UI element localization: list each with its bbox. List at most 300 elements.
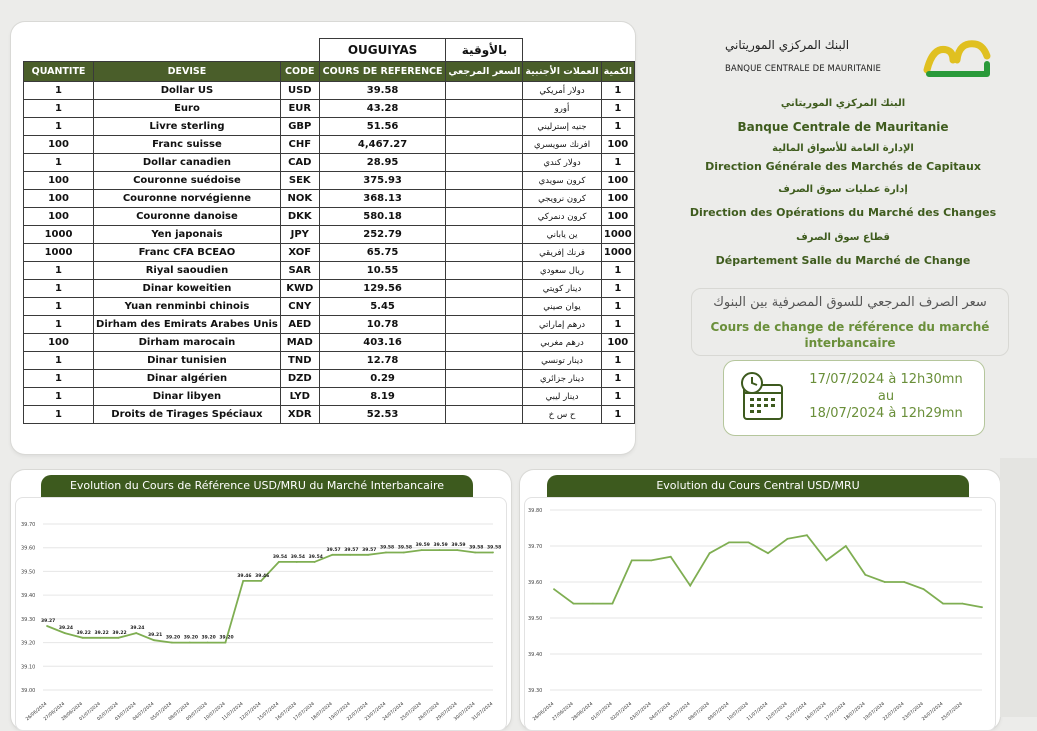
cell-code: CAD (280, 154, 319, 172)
x-tick-label: 18/07/2024 (843, 701, 867, 723)
y-tick-label: 39.40 (528, 652, 543, 658)
cell-cours-ar (446, 298, 523, 316)
table-row (24, 154, 635, 172)
data-point (864, 574, 866, 576)
x-tick-label: 04/07/2024 (132, 701, 156, 723)
cell-qty-ar: 1000 (601, 226, 634, 244)
y-tick-label: 39.50 (21, 569, 36, 576)
cell-devise: Yuan renminbi chinois (94, 298, 281, 316)
cell-qty-ar: 1 (601, 370, 634, 388)
cours-title-ar: سعر الصرف المرجعي للسوق المصرفية بين البنوك (713, 295, 987, 310)
x-tick-label: 26/06/2024 (532, 701, 556, 723)
y-tick-label: 39.30 (528, 688, 543, 694)
cell-cours-ar (446, 226, 523, 244)
data-point (278, 561, 280, 563)
data-label: 39.20 (165, 635, 181, 641)
data-label: 39.27 (41, 618, 56, 624)
x-tick-label: 31/07/2024 (471, 701, 495, 723)
data-point (314, 561, 316, 563)
cell-devise-ar: دولار أمريكي (523, 82, 601, 100)
chart2-svg (520, 470, 1000, 730)
cell-devise-ar: ح س خ (523, 406, 601, 424)
data-point (845, 545, 847, 547)
data-point (456, 549, 458, 551)
data-point (100, 637, 102, 639)
y-tick-label: 39.70 (21, 522, 36, 528)
x-tick-label: 29/07/2024 (435, 701, 459, 723)
table-row (24, 280, 635, 298)
table-row (24, 190, 635, 208)
cell-code: SEK (280, 172, 319, 190)
cell-cours-ar (446, 190, 523, 208)
data-point (332, 554, 334, 556)
col-qty-ar: الكمية (601, 62, 634, 82)
cell-cours: 252.79 (319, 226, 446, 244)
data-point (385, 552, 387, 554)
cell-devise-ar: دينار تونسي (523, 352, 601, 370)
data-point (171, 642, 173, 644)
data-label: 39.57 (362, 547, 377, 553)
data-point (709, 552, 711, 554)
logo-name-ar: البنك المركزي الموريتاني (725, 38, 850, 52)
table-row (24, 316, 635, 334)
data-point (650, 560, 652, 562)
x-tick-label: 02/07/2024 (610, 701, 634, 723)
cell-quantite: 1 (24, 388, 94, 406)
cell-quantite: 1 (24, 370, 94, 388)
cell-quantite: 1 (24, 280, 94, 298)
logo-name-fr: BANQUE CENTRALE DE MAURITANIE (725, 64, 881, 74)
x-tick-label: 30/07/2024 (453, 701, 477, 723)
cell-cours-ar (446, 388, 523, 406)
cell-quantite: 1 (24, 100, 94, 118)
rates-table-panel (11, 22, 635, 454)
data-point (260, 580, 262, 582)
bank-logo (723, 36, 993, 86)
cours-title-box (691, 288, 1009, 356)
x-tick-label: 11/07/2024 (746, 701, 770, 723)
currency-label-ar: بالأوقية (446, 39, 523, 62)
cell-devise-ar: كرون سويدي (523, 172, 601, 190)
y-tick-label: 39.00 (21, 688, 36, 694)
data-point (46, 625, 48, 627)
data-point (367, 554, 369, 556)
data-point (884, 581, 886, 583)
y-tick-label: 39.80 (528, 508, 543, 514)
x-tick-label: 11/07/2024 (221, 701, 245, 723)
cell-cours: 12.78 (319, 352, 446, 370)
cell-devise: Couronne suédoise (94, 172, 281, 190)
cell-devise: Dinar koweitien (94, 280, 281, 298)
data-point (403, 552, 405, 554)
col-code: CODE (280, 62, 319, 82)
x-tick-label: 25/07/2024 (940, 701, 964, 723)
x-tick-label: 05/07/2024 (150, 701, 174, 723)
cell-quantite: 100 (24, 334, 94, 352)
cell-code: GBP (280, 118, 319, 136)
data-point (64, 632, 66, 634)
x-tick-label: 03/07/2024 (114, 701, 138, 723)
cell-quantite: 1000 (24, 226, 94, 244)
cell-qty-ar: 1 (601, 262, 634, 280)
cell-cours-ar (446, 352, 523, 370)
x-tick-label: 25/07/2024 (399, 701, 423, 723)
x-tick-label: 02/07/2024 (96, 701, 120, 723)
x-tick-label: 23/07/2024 (901, 701, 925, 723)
cell-cours-ar (446, 100, 523, 118)
data-point (573, 603, 575, 605)
cell-quantite: 1 (24, 118, 94, 136)
x-tick-label: 16/07/2024 (804, 701, 828, 723)
data-point (611, 603, 613, 605)
cell-devise: Riyal saoudien (94, 262, 281, 280)
cell-qty-ar: 1 (601, 298, 634, 316)
data-label: 39.59 (415, 543, 430, 549)
cell-devise: Dirham des Emirats Arabes Unis (94, 316, 281, 334)
table-row (24, 406, 635, 424)
cell-cours-ar (446, 262, 523, 280)
cell-quantite: 1000 (24, 244, 94, 262)
cell-devise: Dinar algérien (94, 370, 281, 388)
x-tick-label: 09/07/2024 (185, 701, 209, 723)
data-point (903, 581, 905, 583)
data-label: 39.58 (379, 545, 395, 551)
cell-devise-ar: درهم مغربي (523, 334, 601, 352)
data-label: 39.22 (112, 630, 127, 636)
cell-devise: Couronne danoise (94, 208, 281, 226)
date-range-box (723, 360, 985, 436)
cell-devise-ar: دولار كندي (523, 154, 601, 172)
cell-quantite: 1 (24, 154, 94, 172)
cell-cours: 65.75 (319, 244, 446, 262)
dir-name-ar: إدارة عمليات سوق الصرف (778, 184, 908, 195)
data-point (296, 561, 298, 563)
bottom-strip (1000, 458, 1037, 717)
rates-table (23, 38, 635, 424)
cell-cours: 403.16 (319, 334, 446, 352)
cours-title-fr: Cours de change de référence du marché interbancaire (710, 320, 990, 350)
data-label: 39.57 (326, 547, 341, 553)
x-tick-label: 22/07/2024 (346, 701, 370, 723)
data-point (728, 542, 730, 544)
data-label: 39.58 (397, 545, 413, 551)
date-from: 17/07/2024 à 12h30mn (809, 372, 963, 387)
cell-devise-ar: جنيه إسترليني (523, 118, 601, 136)
y-tick-label: 39.60 (21, 545, 36, 552)
x-tick-label: 17/07/2024 (824, 701, 848, 723)
data-point (225, 642, 227, 644)
table-row (24, 136, 635, 154)
data-point (135, 632, 137, 634)
x-tick-label: 26/07/2024 (417, 701, 441, 723)
x-tick-label: 09/07/2024 (707, 701, 731, 723)
dept-name-fr: Département Salle du Marché de Change (715, 254, 971, 267)
table-row (24, 82, 635, 100)
data-label: 39.22 (94, 630, 109, 636)
x-tick-label: 12/07/2024 (239, 701, 263, 723)
x-tick-label: 27/06/2024 (551, 701, 575, 723)
data-point (153, 639, 155, 641)
table-row (24, 298, 635, 316)
chart1-title: Evolution du Cours de Référence USD/MRU du Marché Interbancaire (41, 475, 473, 497)
x-tick-label: 03/07/2024 (629, 701, 653, 723)
dg-name-ar: الإدارة العامة للأسواق المالية (772, 143, 914, 154)
cell-cours: 580.18 (319, 208, 446, 226)
cell-qty-ar: 100 (601, 208, 634, 226)
cell-qty-ar: 1 (601, 406, 634, 424)
cell-code: DKK (280, 208, 319, 226)
bcm-logo-icon (923, 36, 993, 80)
data-label: 39.54 (272, 554, 288, 560)
cell-code: JPY (280, 226, 319, 244)
cell-cours-ar (446, 244, 523, 262)
cell-code: LYD (280, 388, 319, 406)
cell-qty-ar: 100 (601, 334, 634, 352)
x-tick-label: 27/06/2024 (43, 701, 67, 723)
data-point (474, 552, 476, 554)
info-column (683, 22, 1003, 452)
cell-cours-ar (446, 154, 523, 172)
table-row (24, 172, 635, 190)
cell-devise: Dollar US (94, 82, 281, 100)
cell-devise-ar: ريال سعودي (523, 262, 601, 280)
cell-cours: 43.28 (319, 100, 446, 118)
x-tick-label: 08/07/2024 (167, 701, 192, 723)
cell-cours: 8.19 (319, 388, 446, 406)
cell-devise: Livre sterling (94, 118, 281, 136)
cell-cours-ar (446, 370, 523, 388)
y-tick-label: 39.60 (528, 580, 543, 586)
cell-quantite: 1 (24, 352, 94, 370)
data-label: 39.20 (201, 635, 216, 641)
cell-cours: 0.29 (319, 370, 446, 388)
data-label: 39.24 (130, 626, 145, 632)
cell-devise: Droits de Tirages Spéciaux (94, 406, 281, 424)
data-point (787, 538, 789, 540)
data-point (942, 603, 944, 605)
x-tick-label: 05/07/2024 (668, 701, 692, 723)
cell-devise: Dinar libyen (94, 388, 281, 406)
data-label: 39.57 (344, 547, 359, 553)
cell-cours-ar (446, 316, 523, 334)
cell-quantite: 100 (24, 136, 94, 154)
x-tick-label: 15/07/2024 (257, 701, 281, 723)
data-point (631, 560, 633, 562)
cell-cours-ar (446, 136, 523, 154)
col-cours: COURS DE REFERENCE (319, 62, 446, 82)
cell-code: KWD (280, 280, 319, 298)
x-tick-label: 16/07/2024 (274, 701, 299, 723)
cell-cours: 10.78 (319, 316, 446, 334)
data-point (439, 549, 441, 551)
cell-quantite: 100 (24, 208, 94, 226)
cell-code: SAR (280, 262, 319, 280)
data-label: 39.46 (255, 573, 270, 579)
data-label: 39.46 (237, 573, 252, 579)
y-tick-label: 39.50 (528, 616, 543, 622)
col-cours-ar: السعر المرجعي (446, 62, 523, 82)
cell-devise: Euro (94, 100, 281, 118)
cell-code: CHF (280, 136, 319, 154)
date-to: 18/07/2024 à 12h29mn (809, 406, 963, 421)
data-point (207, 642, 209, 644)
cell-cours-ar (446, 172, 523, 190)
cell-cours-ar (446, 118, 523, 136)
data-point (82, 637, 84, 639)
cell-code: CNY (280, 298, 319, 316)
data-label: 39.20 (219, 635, 234, 641)
series-line (47, 550, 493, 643)
table-row (24, 370, 635, 388)
table-row (24, 226, 635, 244)
x-tick-label: 01/07/2024 (78, 701, 102, 723)
table-row (24, 118, 635, 136)
calendar-clock-icon (738, 371, 786, 423)
cell-cours-ar (446, 82, 523, 100)
x-tick-label: 28/06/2024 (571, 701, 595, 723)
cell-qty-ar: 1 (601, 352, 634, 370)
cell-qty-ar: 1 (601, 118, 634, 136)
table-row (24, 352, 635, 370)
x-tick-label: 15/07/2024 (785, 701, 809, 723)
cell-devise: Dirham marocain (94, 334, 281, 352)
cell-quantite: 1 (24, 298, 94, 316)
data-point (825, 560, 827, 562)
x-tick-label: 24/07/2024 (921, 701, 945, 723)
x-tick-label: 10/07/2024 (726, 701, 750, 723)
cell-code: EUR (280, 100, 319, 118)
table-row (24, 244, 635, 262)
cell-code: USD (280, 82, 319, 100)
x-tick-label: 04/07/2024 (648, 701, 673, 723)
x-tick-label: 18/07/2024 (310, 701, 334, 723)
cell-qty-ar: 1000 (601, 244, 634, 262)
cell-devise: Yen japonais (94, 226, 281, 244)
x-tick-label: 19/07/2024 (862, 701, 887, 723)
cell-cours: 4,467.27 (319, 136, 446, 154)
cell-quantite: 1 (24, 82, 94, 100)
cell-quantite: 1 (24, 406, 94, 424)
data-point (923, 588, 925, 590)
bank-name-ar: البنك المركزي الموريتاني (780, 98, 906, 109)
data-label: 39.21 (148, 633, 163, 639)
cell-devise-ar: درهم إماراتي (523, 316, 601, 334)
dg-name-fr: Direction Générale des Marchés de Capitaux (705, 160, 981, 173)
data-label: 39.20 (183, 635, 198, 641)
cell-qty-ar: 1 (601, 280, 634, 298)
cell-qty-ar: 1 (601, 388, 634, 406)
cell-quantite: 1 (24, 316, 94, 334)
col-quantite: QUANTITE (24, 62, 94, 82)
data-point (492, 552, 494, 554)
cell-devise-ar: كرون نرويجي (523, 190, 601, 208)
data-point (806, 534, 808, 536)
table-row (24, 388, 635, 406)
cell-quantite: 100 (24, 190, 94, 208)
cell-cours-ar (446, 406, 523, 424)
cell-devise-ar: ين ياباني (523, 226, 601, 244)
table-row (24, 208, 635, 226)
cell-code: MAD (280, 334, 319, 352)
dept-name-ar: قطاع سوق الصرف (796, 232, 890, 243)
cell-code: TND (280, 352, 319, 370)
data-label: 39.59 (433, 543, 448, 549)
data-point (117, 637, 119, 639)
cell-code: NOK (280, 190, 319, 208)
cell-code: XOF (280, 244, 319, 262)
data-point (962, 603, 964, 605)
table-row (24, 334, 635, 352)
cell-devise: Couronne norvégienne (94, 190, 281, 208)
x-tick-label: 19/07/2024 (328, 701, 352, 723)
cell-cours: 5.45 (319, 298, 446, 316)
data-point (553, 588, 555, 590)
table-header-row (24, 62, 635, 82)
data-point (670, 556, 672, 558)
cell-devise: Franc suisse (94, 136, 281, 154)
x-tick-label: 28/06/2024 (60, 701, 84, 723)
data-label: 39.24 (58, 626, 74, 632)
cell-cours: 129.56 (319, 280, 446, 298)
y-tick-label: 39.40 (21, 593, 36, 600)
col-devise-ar: العملات الأجنبية (523, 62, 601, 82)
cell-cours-ar (446, 334, 523, 352)
cell-cours: 39.58 (319, 82, 446, 100)
data-point (767, 552, 769, 554)
chart1-svg (11, 470, 511, 730)
cell-devise: Dollar canadien (94, 154, 281, 172)
x-tick-label: 01/07/2024 (590, 701, 614, 723)
data-label: 39.54 (308, 554, 323, 560)
cell-qty-ar: 1 (601, 154, 634, 172)
cell-qty-ar: 1 (601, 100, 634, 118)
y-tick-label: 39.20 (21, 640, 36, 647)
table-row (24, 262, 635, 280)
cell-devise: Franc CFA BCEAO (94, 244, 281, 262)
cell-devise-ar: أورو (523, 100, 601, 118)
table-row (24, 100, 635, 118)
data-point (421, 549, 423, 551)
cell-cours: 368.13 (319, 190, 446, 208)
data-point (981, 606, 983, 608)
cell-devise-ar: دينار كويتي (523, 280, 601, 298)
cell-devise-ar: يوان صيني (523, 298, 601, 316)
cell-qty-ar: 100 (601, 136, 634, 154)
date-au: au (877, 389, 895, 404)
data-point (592, 603, 594, 605)
chart-central-panel (520, 470, 1000, 730)
y-tick-label: 39.10 (21, 664, 36, 671)
col-devise: DEVISE (94, 62, 281, 82)
x-tick-label: 08/07/2024 (687, 701, 711, 723)
cell-cours: 28.95 (319, 154, 446, 172)
cell-devise-ar: دينار جزائري (523, 370, 601, 388)
chart2-title: Evolution du Cours Central USD/MRU (547, 475, 969, 497)
chart-reference-panel (11, 470, 511, 730)
cell-qty-ar: 100 (601, 172, 634, 190)
x-tick-label: 12/07/2024 (765, 701, 789, 723)
cell-devise-ar: فرنك إفريقي (523, 244, 601, 262)
cell-cours: 52.53 (319, 406, 446, 424)
x-tick-label: 24/07/2024 (382, 701, 406, 723)
cell-qty-ar: 100 (601, 190, 634, 208)
x-tick-label: 22/07/2024 (882, 701, 906, 723)
x-tick-label: 10/07/2024 (203, 701, 227, 723)
data-label: 39.22 (76, 630, 91, 636)
bank-name-fr: Banque Centrale de Mauritanie (737, 120, 949, 134)
currency-label: OUGUIYAS (319, 39, 446, 62)
data-point (748, 542, 750, 544)
